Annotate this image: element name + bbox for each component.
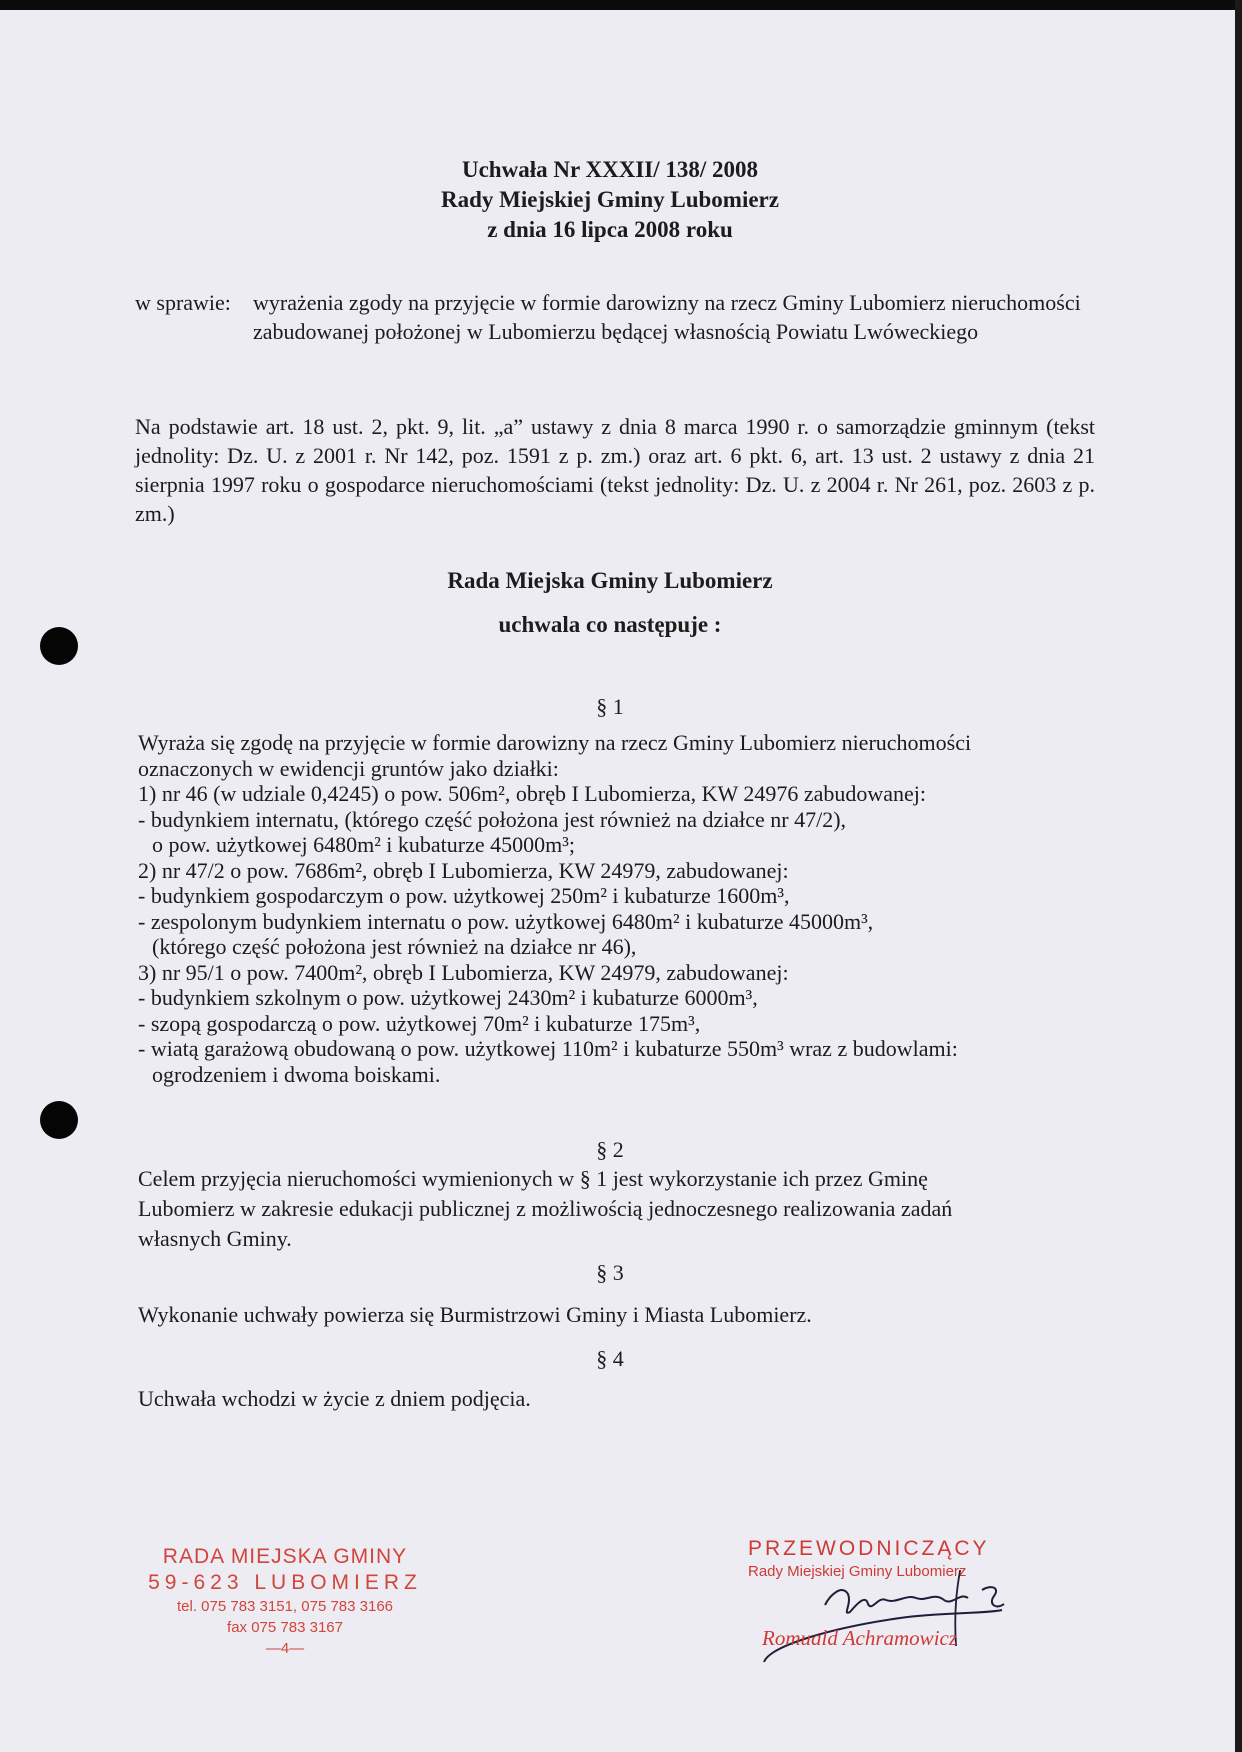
section-2-body [138, 1164, 1113, 1254]
section-1-line: - zespolonym budynkiem internatu o pow. użytkowej 6480m² i kubaturze 45000m³, [138, 908, 874, 934]
section-1-line: 3) nr 95/1 o pow. 7400m², obręb I Lubomierza, KW 24979, zabudowanej: [138, 959, 789, 985]
section-1-line: o pow. użytkowej 6480m² i kubaturze 45000m³; [152, 832, 575, 857]
section-2-mark: § 2 [596, 1137, 624, 1162]
section-1-line: - wiatą garażową obudowaną o pow. użytkowej 110m² i kubaturze 550m³ wraz z budowlami: [138, 1036, 958, 1061]
section-3-line: Wykonanie uchwały powierza się Burmistrzowi Gminy i Miasta Lubomierz. [138, 1302, 812, 1327]
section-1-mark: § 1 [596, 694, 624, 719]
section-3-mark: § 3 [596, 1260, 624, 1285]
section-4-body [138, 1386, 1113, 1412]
section-1-line: (którego część położona jest również na działce nr 46), [152, 934, 637, 959]
council-stamp-fax: fax 075 783 3167 [227, 1619, 343, 1636]
chair-signature [750, 1570, 1040, 1670]
resolves-heading: uchwala co następuje : [498, 612, 722, 637]
subject-text: wyrażenia zgody na przyjęcie w formie darowizny na rzecz Gminy Lubomierz nieruchomości zabudowanej położonej w Lubomierzu będącej własnością Powiatu Lwóweckiego [253, 290, 1081, 344]
section-1-line: ogrodzeniem i dwoma boiskami. [152, 1061, 441, 1087]
legal-basis: Na podstawie art. 18 ust. 2, pkt. 9, lit. „a” ustawy z dnia 8 marca 1990 r. o samorządzie gminnym (tekst jednolity: Dz. U. z 2001 r. Nr 142, poz. 1591 z p. zm.) oraz art. 6 pkt. 6, art. 13 ust. 2 ustawy z dnia 21 sierpnia 1997 roku o gospodarce nieruchomościami (tekst jednolity: Dz. U. z 2004 r. Nr 261, poz. 2603 z p. zm.) [135, 414, 1095, 526]
resolution-subject [135, 288, 1095, 346]
council-stamp-name: RADA MIEJSKA GMINY [162, 1545, 408, 1568]
council-stamp-postcode: 59-623 LUBOMIERZ [148, 1571, 422, 1594]
section-2-line: Lubomierz w zakresie edukacji publicznej z możliwością jednoczesnego realizowania zadań [138, 1196, 953, 1221]
resolution-title [300, 155, 920, 245]
section-1-line: Wyraża się zgodę na przyjęcie w formie darowizny na rzecz Gminy Lubomierz nieruchomości [138, 730, 972, 755]
punch-hole-bottom [40, 1101, 78, 1139]
section-1-line: - budynkiem szkolnym o pow. użytkowej 2430m² i kubaturze 6000m³, [138, 985, 758, 1010]
scan-right-edge [1235, 0, 1242, 1752]
section-1-line: - budynkiem gospodarczym o pow. użytkowej 250m² i kubaturze 1600m³, [138, 883, 790, 908]
section-1-line: oznaczonych w ewidencji gruntów jako działki: [138, 755, 559, 781]
council-stamp-number: —4— [265, 1640, 305, 1657]
council-heading: Rada Miejska Gminy Lubomierz [447, 568, 773, 593]
title-date: z dnia 16 lipca 2008 roku [487, 217, 733, 242]
title-number: Uchwała Nr XXXII/ 138/ 2008 [461, 157, 759, 182]
section-4-mark: § 4 [596, 1346, 624, 1371]
scan-top-edge [0, 0, 1242, 10]
section-1-line: 2) nr 47/2 o pow. 7686m², obręb I Lubomierza, KW 24979, zabudowanej: [138, 857, 789, 883]
section-1-line: - szopą gospodarczą o pow. użytkowej 70m² i kubaturze 175m³, [138, 1010, 701, 1036]
section-4-line: Uchwała wchodzi w życie z dniem podjęcia. [138, 1386, 531, 1411]
section-3-body [138, 1302, 1113, 1328]
section-1-body [138, 730, 1113, 1087]
punch-hole-top [40, 627, 78, 665]
council-stamp-phone: tel. 075 783 3151, 075 783 3166 [176, 1598, 394, 1615]
section-1-line: 1) nr 46 (w udziale 0,4245) o pow. 506m², obręb I Lubomierza, KW 24976 zabudowanej: [138, 781, 927, 806]
chair-stamp-subtitle: Rady Miejskiej Gminy Lubomierz [748, 1563, 967, 1580]
subject-label: w sprawie: [135, 290, 231, 315]
chair-stamp-title: PRZEWODNICZĄCY [748, 1537, 990, 1560]
title-council: Rady Miejskiej Gminy Lubomierz [441, 187, 779, 212]
handwritten-signature [750, 1570, 1040, 1670]
council-stamp [140, 1544, 430, 1659]
section-2-line: własnych Gminy. [138, 1226, 292, 1251]
chair-stamp-name: Romuald Achramowicz [762, 1626, 958, 1650]
section-1-line: - budynkiem internatu, (którego część położona jest również na działce nr 47/2), [138, 806, 847, 832]
section-2-line: Celem przyjęcia nieruchomości wymienionych w § 1 jest wykorzystanie ich przez Gminę [138, 1166, 928, 1191]
